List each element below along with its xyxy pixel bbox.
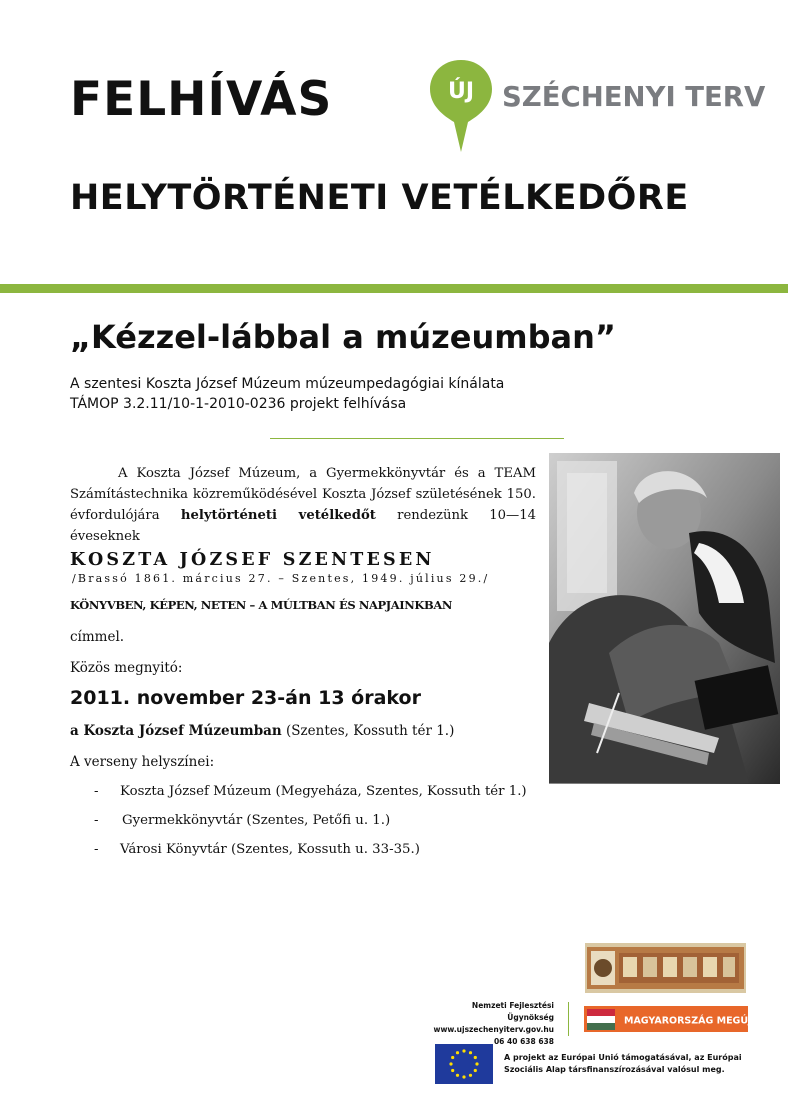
szechenyi-terv-logo bbox=[428, 56, 766, 156]
agency-block bbox=[424, 1000, 554, 1048]
cimmel-text: címmel. bbox=[70, 629, 125, 645]
project-subtitle bbox=[70, 374, 504, 414]
eu-funding-text: A projekt az Európai Unió támogatásával, az Európai Szociális Alap társfinanszírozásával valósul meg. bbox=[504, 1053, 742, 1074]
agency-name: Nemzeti Fejlesztési Ügynökség bbox=[471, 1001, 554, 1022]
thin-divider bbox=[270, 438, 564, 439]
koszta-dates: /Brassó 1861. március 27. – Szentes, 1949. július 29./ bbox=[72, 572, 490, 585]
venues-label: A verseny helyszínei: bbox=[70, 754, 215, 770]
opening-label: Közös megnyitó: bbox=[70, 660, 183, 676]
page-subtitle: HELYTÖRTÉNETI VETÉLKEDŐRE bbox=[70, 178, 689, 218]
koszta-heading: KOSZTA JÓZSEF SZENTESEN bbox=[70, 550, 435, 570]
koszta-photo bbox=[549, 453, 780, 784]
event-date: 2011. november 23-án 13 órakor bbox=[70, 687, 421, 709]
agency-phone: 06 40 638 638 bbox=[493, 1037, 554, 1046]
venue-item: - Városi Könyvtár (Szentes, Kossuth u. 33-35.) bbox=[94, 842, 420, 857]
mm-label: MAGYARORSZÁG MEGÚJUL bbox=[624, 1015, 766, 1027]
subtitle-line-1: A szentesi Koszta József Múzeum múzeumpedagógiai kínálata bbox=[70, 376, 505, 392]
eu-flag-icon bbox=[435, 1044, 493, 1084]
agency-url: www.ujszechenyiterv.gov.hu bbox=[433, 1025, 554, 1034]
page-title: FELHÍVÁS bbox=[70, 72, 333, 127]
logo-text: SZÉCHENYI TERV bbox=[502, 81, 766, 113]
subtitle-line-2: TÁMOP 3.2.11/10-1-2010-0236 projekt felhívása bbox=[70, 396, 407, 412]
event-title: „Kézzel-lábbal a múzeumban” bbox=[70, 318, 616, 356]
magyarorszag-megujul-badge bbox=[584, 1006, 766, 1032]
intro-paragraph: A Koszta József Múzeum, a Gyermekkönyvtár és a TEAM Számítástechnika közreműködésével Koszta József születésének 150. évfordulójára helytörténeti vetélkedőt rendezünk 10—14 éveseknek bbox=[70, 466, 537, 544]
competition-title: KÖNYVBEN, KÉPEN, NETEN – A MÚLTBAN ÉS NAPJAINKBAN bbox=[70, 598, 452, 612]
museum-location: a Koszta József Múzeumban (Szentes, Kossuth tér 1.) bbox=[70, 723, 455, 739]
green-divider bbox=[0, 284, 788, 293]
venue-list bbox=[94, 784, 527, 871]
museum-banner-image bbox=[585, 943, 746, 993]
footer-separator bbox=[568, 1002, 569, 1036]
logo-prefix: ÚJ bbox=[447, 79, 475, 104]
venue-item: - Koszta József Múzeum (Megyeháza, Szentes, Kossuth tér 1.) bbox=[94, 784, 527, 799]
intro-bold: helytörténeti vetélkedőt bbox=[180, 508, 376, 523]
venue-item: - Gyermekkönyvtár (Szentes, Petőfi u. 1.) bbox=[94, 813, 391, 828]
